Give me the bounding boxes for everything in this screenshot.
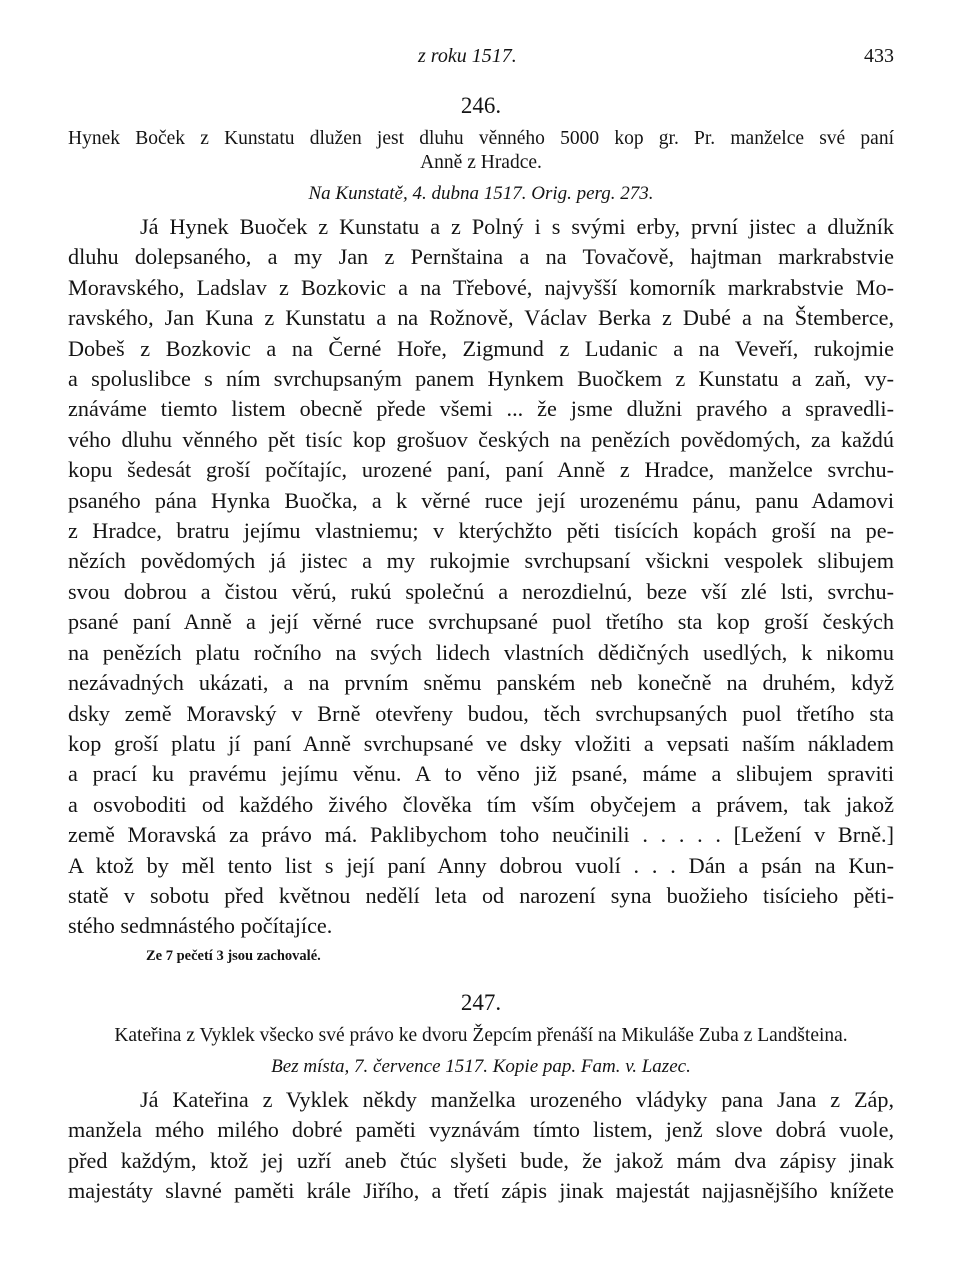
regest-line: Hynek Boček z Kunstatu dlužen jest dluhu věnného 5000 kop gr. Pr. manželce své paní <box>68 128 894 149</box>
document-number: 247. <box>460 990 502 1015</box>
document-text <box>68 1085 894 1207</box>
text-line: A ktož by měl tento list s její paní Anny dobrou vuolí . . . Dán a psán na Kun- <box>68 852 894 878</box>
text-line: a osvoboditi od každého živého člověka tím vším obyčejem a právem, tak jakož <box>68 791 894 817</box>
regest-line: Anně z Hradce. <box>420 152 542 173</box>
page-header <box>68 45 894 75</box>
document-dating: Bez místa, 7. července 1517. Kopie pap. Fam. v. Lazec. <box>271 1056 691 1077</box>
seal-note: Ze 7 pečetí 3 jsou zachovalé. <box>146 947 321 964</box>
text-line: psaného pána Hynka Buočka, a k věrné ruce její urozenému pánu, panu Adamovi <box>68 487 894 513</box>
text-line: Moravského, Ladslav z Bozkovic a na Třebové, najvyšší komorník markrabstvie Mo- <box>68 274 894 300</box>
text-line: statě v sobotu před květnou nedělí leta od narození syna buožieho tisícieho pěti- <box>68 882 894 908</box>
document-regest <box>68 127 894 175</box>
text-line: z Hradce, bratru jejímu vlastniemu; v kterýchžto pěti tisících kopách groší na pe- <box>68 518 894 544</box>
text-line: vého dluhu věnného pět tisíc kop grošuov českých na penězích povědomých, za každú <box>68 426 894 452</box>
text-line: znáváme tiemto listem obecně přede všemi ... že jsme dlužni pravého a spravedli- <box>68 396 894 422</box>
text-line: Já Kateřina z Vyklek někdy manželka urozeného vládyky pana Jana z Záp, <box>140 1087 894 1112</box>
text-line: a prací ku pravému jejímu věnu. A to věno již psané, máme a slibujem spraviti <box>68 761 894 787</box>
text-line: dsky země Moravský v Brně otevřeny budou, těch svrchupsaných puol třetího sta <box>68 700 894 726</box>
document-dating: Na Kunstatě, 4. dubna 1517. Orig. perg. 273. <box>308 183 654 204</box>
text-line: nezávadných ukázati, a na prvním sněmu panském neb konečně na druhém, když <box>68 670 894 696</box>
text-line: Dobeš z Bozkovic a na Černé Hoře, Zigmund z Ludanic a na Veveří, rukojmie <box>68 335 894 361</box>
page-number: 433 <box>864 45 894 67</box>
running-title: z roku 1517. <box>418 45 517 67</box>
document-246 <box>68 93 894 965</box>
document-text <box>68 212 894 942</box>
text-line: nězích povědomých já jistec a my rukojmie svrchupsaní všickni vespolek slibujem <box>68 548 894 574</box>
text-line: stého sedmnástého počítajíce. <box>68 913 333 939</box>
text-line: dluhu dolepsaného, a my Jan z Pernštaina a na Tovačově, hajtman markrabstvie <box>68 244 894 270</box>
document-number: 246. <box>460 93 502 118</box>
text-line: ravského, Jan Kuna z Kunstatu a na Rožnově, Václav Berka z Dubé a na Štemberce, <box>68 305 894 331</box>
text-line: kop groší platu jí paní Anně svrchupsané ve dsky vložiti a vepsati naším nákladem <box>68 730 894 756</box>
text-line: na penězích platu ročního na svých lidech vlastních dědičných usedlých, k nikomu <box>68 639 894 665</box>
text-line: před každým, ktož jej uzří aneb čtúc slyšeti bude, že jakož mám dva zápisy jinak <box>68 1147 894 1173</box>
text-line: země Moravská za právo má. Paklibychom toho neučinili . . . . . [Ležení v Brně.] <box>68 822 894 848</box>
text-line: a spoluslibce s ním svrchupsaným panem Hynkem Buočkem z Kunstatu a zaň, vy- <box>68 366 894 392</box>
text-line: svou dobrou a čistou věrú, rukú společnú a nerozdielnú, beze vší zlé lsti, svrchu- <box>68 578 894 604</box>
regest-line: Kateřina z Vyklek všecko své právo ke dvoru Žepcím přenáší na Mikuláše Zuba z Landšteina. <box>114 1025 848 1046</box>
document-regest <box>68 1024 894 1048</box>
text-line: psané paní Anně a její věrné ruce svrchupsané puol třetího sta kop groší českých <box>68 609 894 635</box>
text-line: kopu šedesát groší počítajíc, urozené paní, paní Anně z Hradce, manželce svrchu- <box>68 457 894 483</box>
text-line: manžela mého milého dobré paměti vyznávám tímto listem, jenž slove dobrá vuole, <box>68 1117 894 1143</box>
text-line: majestáty slavné paměti krále Jiřího, a třetí zápis jinak majestát najjasnějšího knížete <box>68 1178 894 1204</box>
document-247 <box>68 990 894 1207</box>
text-line: Já Hynek Buoček z Kunstatu a z Polný i s svými erby, první jistec a dlužník <box>140 214 894 239</box>
